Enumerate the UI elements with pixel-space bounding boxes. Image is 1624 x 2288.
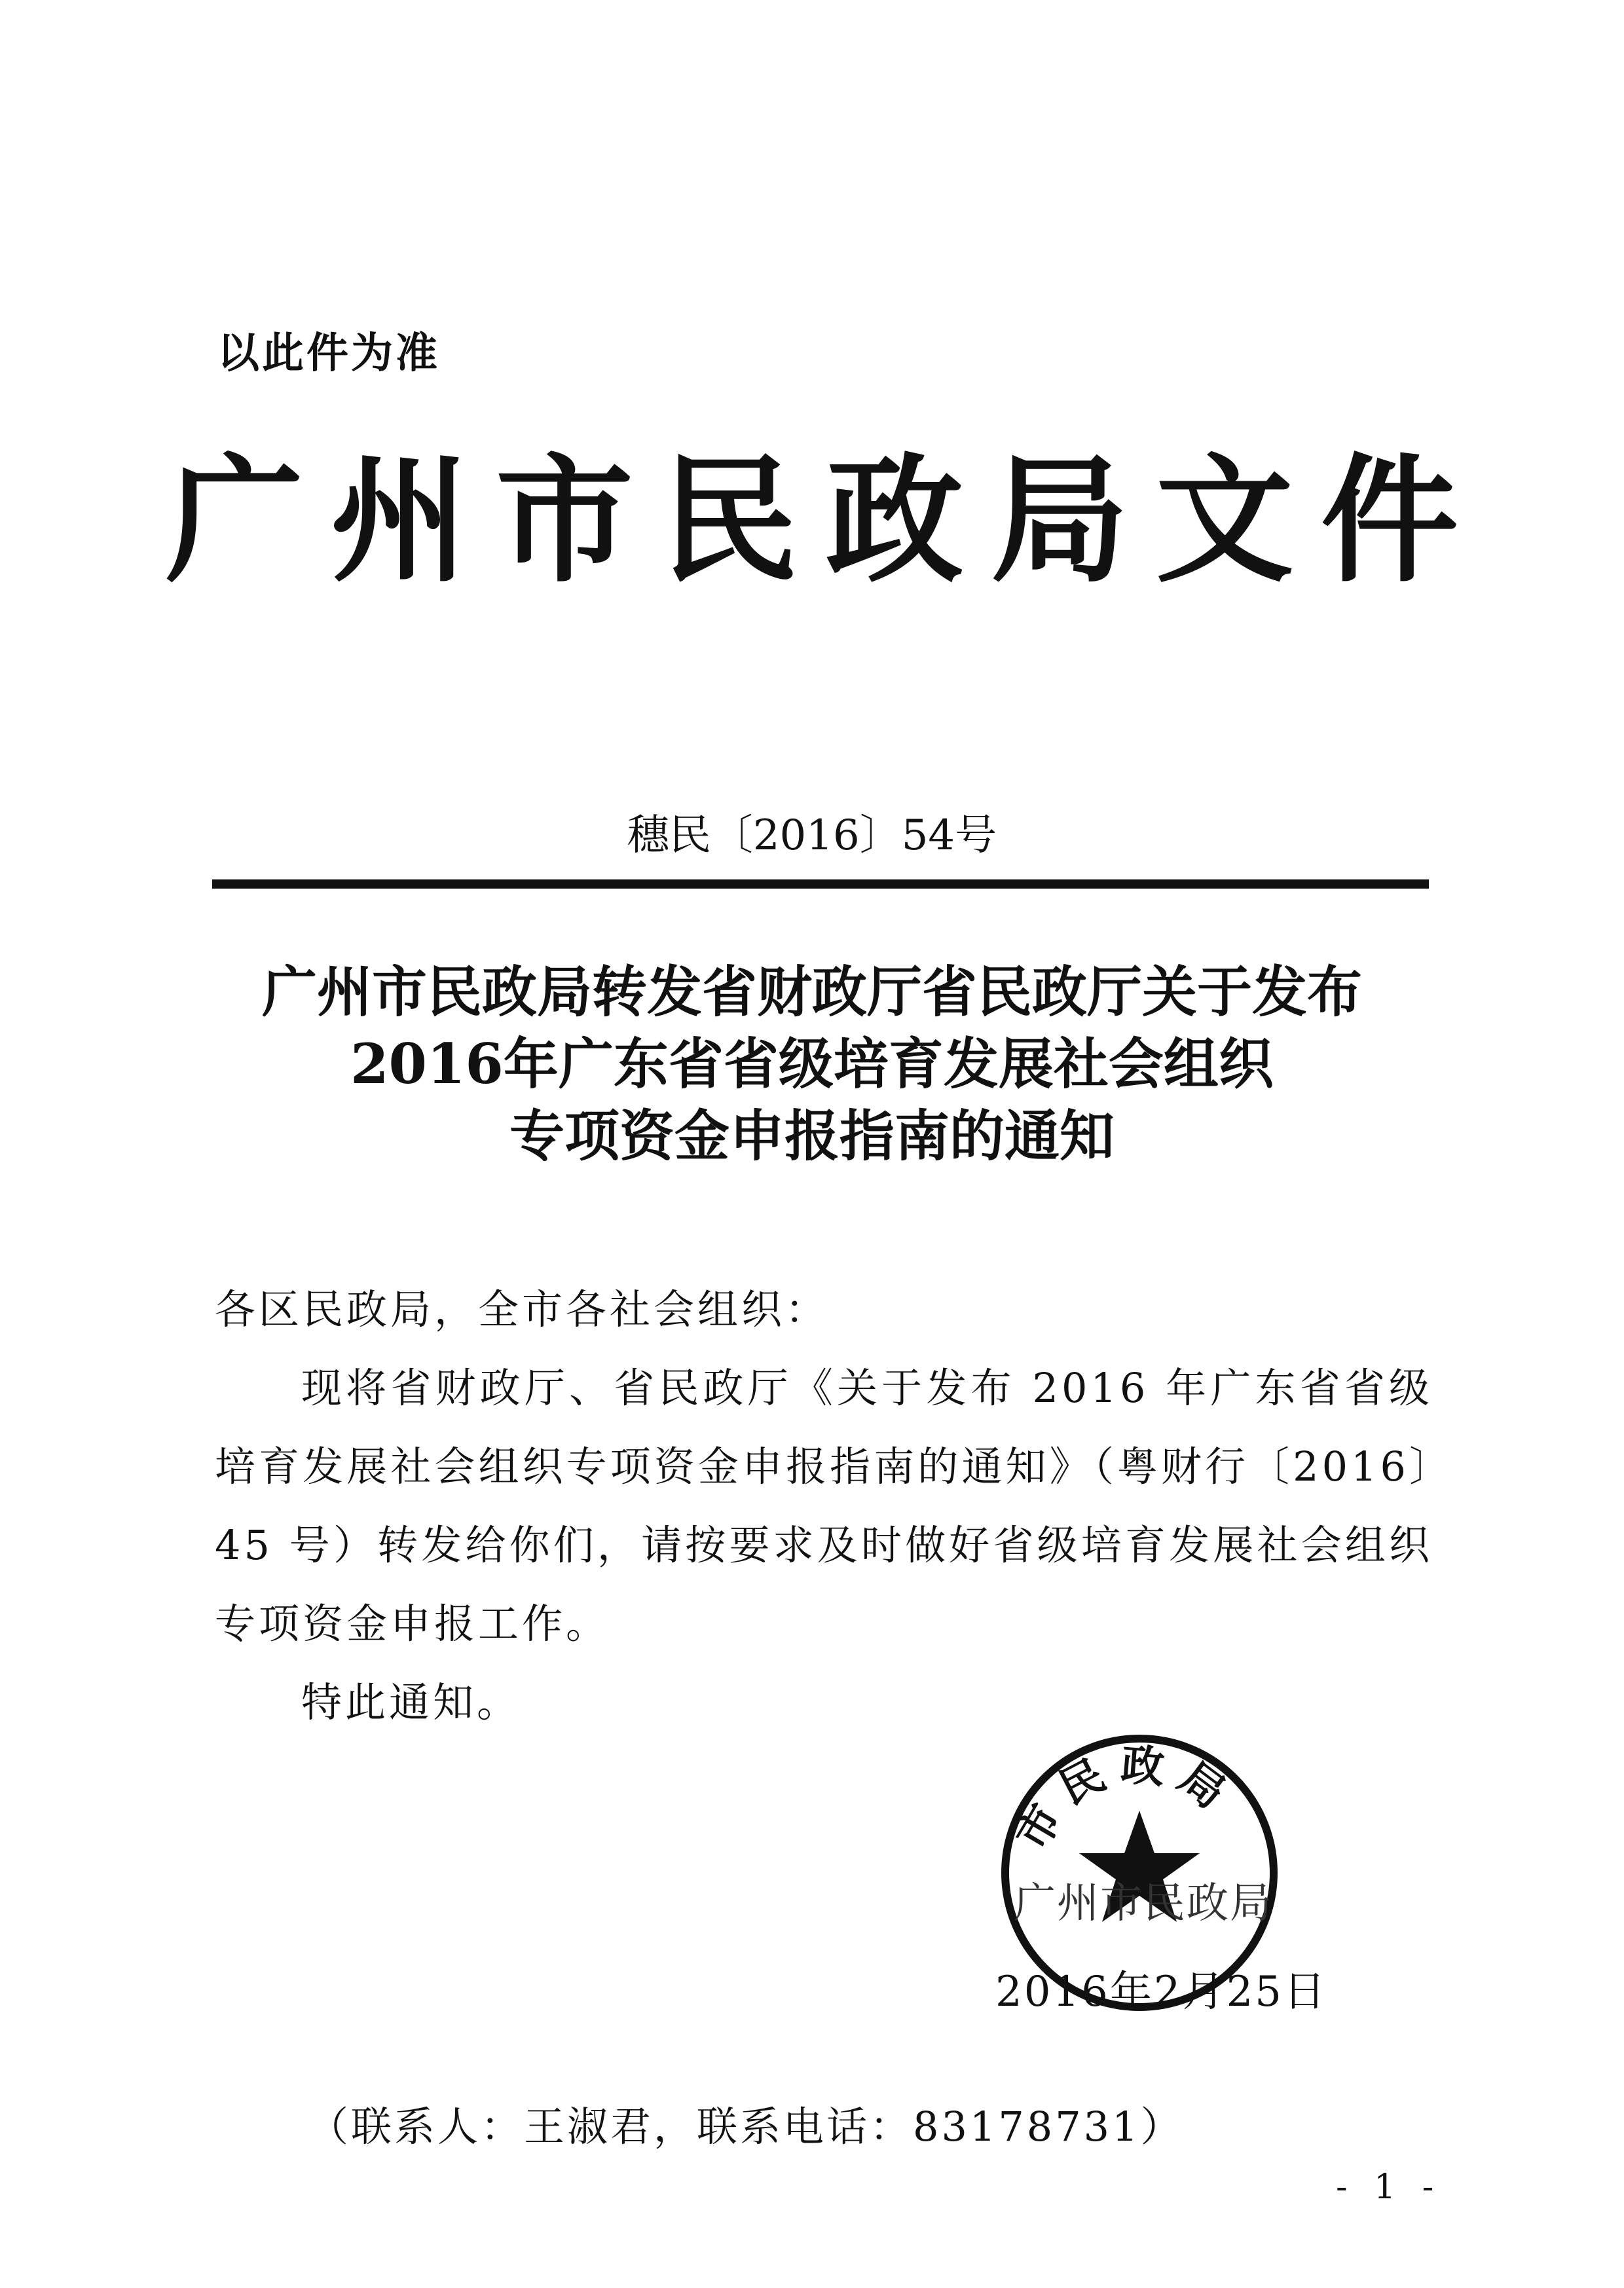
header-divider	[212, 879, 1429, 889]
closing-paragraph: 特此通知。	[301, 1678, 521, 1726]
page-number: - 1 -	[1336, 2168, 1442, 2207]
title-line-1: 广州市民政局转发省财政厅省民政厅关于发布	[261, 959, 1362, 1024]
document-number: 穗民〔2016〕54号	[627, 811, 997, 860]
document-header-title: 广州市民政局文件	[165, 439, 1486, 601]
document-title	[0, 956, 1624, 1172]
issuer-name: 广州市民政局	[1014, 1879, 1273, 1928]
title-line-2: 2016年广东省省级培育发展社会组织	[350, 1031, 1274, 1096]
contact-info: （联系人：王淑君，联系电话：83178731）	[308, 2103, 1184, 2150]
seal-arc-textpath: 市民政局	[1005, 1739, 1245, 1859]
authority-note: 以此件为准	[217, 329, 440, 378]
salutation: 各区民政局，全市各社会组织：	[215, 1285, 830, 1333]
issue-date: 2016年2月25日	[995, 1968, 1328, 2016]
title-line-3: 专项资金申报指南的通知	[509, 1103, 1115, 1168]
body-paragraph: 现将省财政厅、省民政厅《关于发布 2016 年广东省省级培育发展社会组织专项资金申报指南的通知》（粤财行〔2016〕45 号）转发给你们，请按要求及时做好省级培育发展社会组织专项资金申报工作。	[215, 1364, 1433, 1648]
document-body	[215, 1270, 1433, 1742]
